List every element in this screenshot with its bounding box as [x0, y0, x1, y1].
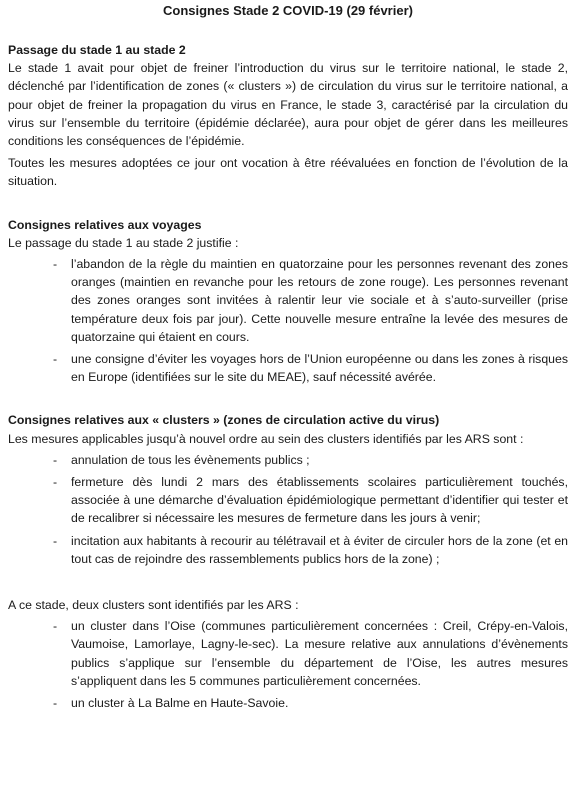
cluster-measures-list	[8, 451, 568, 568]
dash-bullet: -	[53, 452, 58, 467]
list-item	[8, 350, 568, 386]
list-item	[8, 532, 568, 568]
list-item	[8, 255, 568, 346]
section-intro: A ce stade, deux clusters sont identifiés par les ARS :	[8, 598, 299, 613]
dash-bullet: -	[53, 696, 58, 711]
list-item	[8, 694, 568, 712]
list-item-text: incitation aux habitants à recourir au télétravail et à éviter de circuler hors de la zone (et en tout cas de rejoindre des rassemblements publics hors de la zone) ;	[71, 533, 568, 566]
list-item	[8, 451, 568, 469]
section-heading-voyages: Consignes relatives aux voyages	[8, 217, 202, 232]
section-intro: Les mesures applicables jusqu’à nouvel ordre au sein des clusters identifiés par les ARS sont :	[8, 431, 524, 446]
identified-clusters-list	[8, 617, 568, 712]
list-item-text: un cluster dans l’Oise (communes particulièrement concernées : Creil, Crépy-en-Valois, Vaumoise, Lamorlaye, Lagny-le-sec). La mesure relative aux annulations d’évènements publics s’applique sur l’ensemble du département de l’Oise, les autres mesures s’appliquent dans les 5 communes particulièrement concernées.	[71, 619, 568, 688]
section-intro: Le passage du stade 1 au stade 2 justifie :	[8, 235, 239, 250]
travel-measures-list	[8, 255, 568, 386]
dash-bullet: -	[53, 619, 58, 634]
dash-bullet: -	[53, 533, 58, 548]
section-heading-clusters: Consignes relatives aux « clusters » (zones de circulation active du virus)	[8, 413, 440, 428]
list-item	[8, 617, 568, 690]
list-item-text: l’abandon de la règle du maintien en quatorzaine pour les personnes revenant des zones oranges (maintien en revanche pour les retours de zone rouge). Les personnes revenant des zones oranges sont invitées à ralentir leur vie sociale et à s’auto-surveiller (prise température deux fois par jour). Cette nouvelle mesure entraîne la levée des mesures de quatorzaine qui étaient en cours.	[71, 257, 568, 344]
dash-bullet: -	[53, 257, 58, 272]
dash-bullet: -	[53, 352, 58, 367]
dash-bullet: -	[53, 475, 58, 490]
list-item-text: un cluster à La Balme en Haute-Savoie.	[71, 696, 289, 711]
paragraph: Toutes les mesures adoptées ce jour ont vocation à être réévaluées en fonction de l’évolution de la situation.	[8, 156, 568, 189]
list-item-text: une consigne d’éviter les voyages hors de l’Union européenne ou dans les zones à risques en Europe (identifiées sur le site du MEAE), sauf nécessité avérée.	[71, 352, 568, 385]
list-item-text: annulation de tous les évènements publics ;	[71, 452, 310, 467]
list-item	[8, 473, 568, 528]
list-item-text: fermeture dès lundi 2 mars des établissements scolaires particulièrement touchés, associée à une démarche d’évaluation épidémiologique permettant d’identifier qui tester et de recalibrer si nécessaire les mesures de fermeture dans les jours à venir;	[71, 475, 568, 526]
section-heading-passage: Passage du stade 1 au stade 2	[8, 43, 186, 57]
document-title: Consignes Stade 2 COVID-19 (29 février)	[163, 3, 413, 18]
paragraph: Le stade 1 avait pour objet de freiner l’introduction du virus sur le territoire national, le stade 2, déclenché par l’identification de zones (« clusters ») de circulation du virus sur le territoire national, a pour objet de freiner la propagation du virus en France, le stade 3, caractérisé par la circulation du virus sur l’ensemble du territoire (épidémie déclarée), aura pour objet de gérer dans les meilleures conditions les conséquences de l’épidémie.	[8, 61, 568, 149]
